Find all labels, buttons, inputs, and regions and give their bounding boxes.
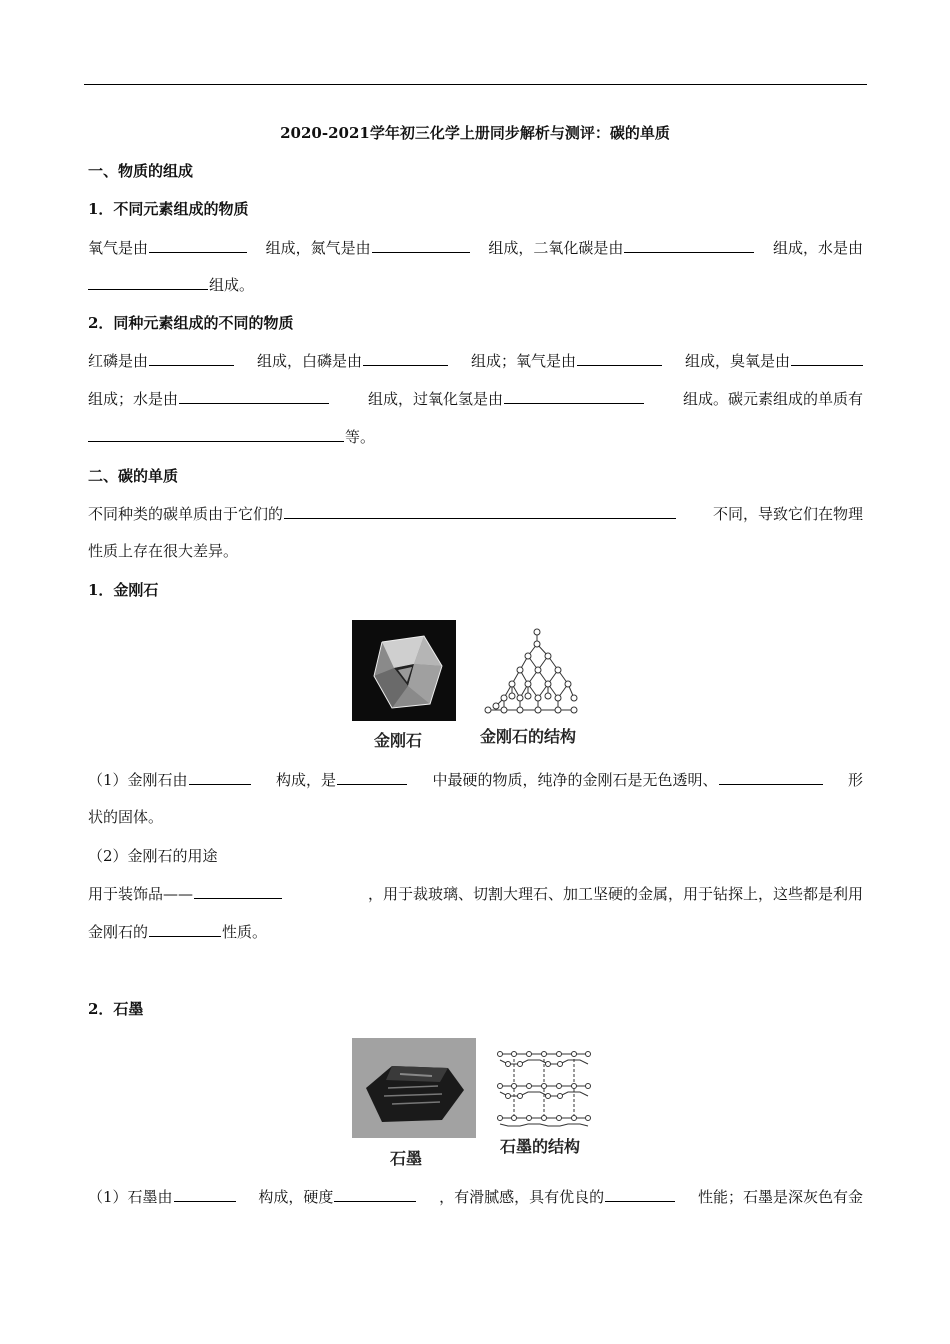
answer-blank[interactable] [791, 350, 863, 366]
answer-blank[interactable] [149, 237, 247, 253]
text-segment: 红磷是由 [88, 352, 149, 370]
header-rule [84, 84, 867, 85]
answer-blank[interactable] [194, 883, 282, 899]
text-segment: 不同种类的碳单质由于它们的 [88, 505, 284, 523]
text-segment: 金刚石的 [88, 923, 149, 941]
diamond-photo-caption: 金刚石 [374, 731, 423, 750]
answer-blank[interactable] [337, 769, 407, 785]
answer-blank[interactable] [624, 237, 754, 253]
paragraph-line: 性质上存在很大差异。 [88, 542, 239, 560]
answer-blank[interactable] [363, 350, 448, 366]
answer-blank[interactable] [149, 921, 221, 937]
diamond-structure-diagram [482, 626, 582, 716]
answer-blank[interactable] [88, 426, 344, 442]
text-segment: 形 [847, 771, 863, 789]
text-segment: 等。 [345, 428, 376, 446]
answer-blank[interactable] [284, 503, 676, 519]
paragraph-line [88, 503, 863, 525]
text-segment: 组成，白磷是由 [256, 352, 362, 370]
paragraph-line [88, 769, 863, 791]
paragraph-line: （2）金刚石的用途 [88, 847, 218, 865]
text-segment: 性质。 [222, 923, 268, 941]
answer-blank[interactable] [334, 1186, 416, 1202]
paragraph-line [88, 388, 863, 410]
answer-blank[interactable] [504, 388, 644, 404]
answer-blank[interactable] [149, 350, 234, 366]
graphite-photo [352, 1038, 476, 1138]
paragraph-line: 状的固体。 [88, 808, 164, 826]
text-segment: 不同，导致它们在物理 [712, 505, 863, 523]
subsection-2-heading: 2．同种元素组成的不同的物质 [88, 314, 294, 332]
paragraph-line [88, 883, 863, 905]
text-segment: 组成；水是由 [88, 390, 179, 408]
paragraph-line [88, 426, 863, 448]
diamond-heading: 1．金刚石 [88, 581, 159, 599]
paragraph-line [88, 350, 863, 372]
paragraph-line [88, 237, 863, 259]
diamond-structure-caption: 金刚石的结构 [480, 727, 577, 746]
subsection-1-heading: 1．不同元素组成的物质 [88, 200, 249, 218]
diamond-photo [352, 620, 456, 721]
answer-blank[interactable] [577, 350, 662, 366]
paragraph-line [88, 921, 863, 943]
section-1-heading: 一、物质的组成 [88, 162, 194, 180]
text-segment: 组成。碳元素组成的单质有 [682, 390, 863, 408]
text-segment: 组成；氧气是由 [470, 352, 576, 370]
text-segment: 组成，过氧化氢是由 [367, 390, 503, 408]
graphite-structure-diagram [494, 1046, 594, 1128]
answer-blank[interactable] [189, 769, 251, 785]
text-segment: 组成，二氧化碳是由 [488, 239, 624, 257]
text-segment: ，用于裁玻璃、切割大理石、加工坚硬的金属，用于钻探上，这些都是利用 [367, 885, 863, 903]
text-segment: 组成，水是由 [772, 239, 863, 257]
graphite-heading: 2．石墨 [88, 1000, 144, 1018]
text-segment: （1）金刚石由 [88, 771, 188, 789]
document-title: 2020-2021学年初三化学上册同步解析与测评：碳的单质 [280, 124, 670, 142]
text-segment: 中最硬的物质，纯净的金刚石是无色透明、 [432, 771, 718, 789]
answer-blank[interactable] [88, 274, 208, 290]
answer-blank[interactable] [174, 1186, 236, 1202]
text-segment: 组成。 [209, 276, 255, 294]
text-segment: 用于装饰品—— [88, 885, 194, 903]
answer-blank[interactable] [372, 237, 470, 253]
text-segment: 组成，氮气是由 [265, 239, 371, 257]
section-2-heading: 二、碳的单质 [88, 467, 179, 485]
answer-blank[interactable] [719, 769, 823, 785]
text-segment: 构成，硬度 [258, 1188, 334, 1206]
text-segment: 氧气是由 [88, 239, 149, 257]
text-segment: 性能；石墨是深灰色有金 [697, 1188, 863, 1206]
answer-blank[interactable] [605, 1186, 675, 1202]
paragraph-line [88, 1186, 863, 1208]
graphite-photo-caption: 石墨 [390, 1149, 423, 1168]
graphite-structure-caption: 石墨的结构 [500, 1137, 581, 1156]
text-segment: 构成，是 [276, 771, 337, 789]
answer-blank[interactable] [179, 388, 329, 404]
paragraph-line [88, 274, 863, 296]
text-segment: 组成，臭氧是由 [684, 352, 790, 370]
text-segment: ，有滑腻感，具有优良的 [439, 1188, 605, 1206]
text-segment: （1）石墨由 [88, 1188, 173, 1206]
